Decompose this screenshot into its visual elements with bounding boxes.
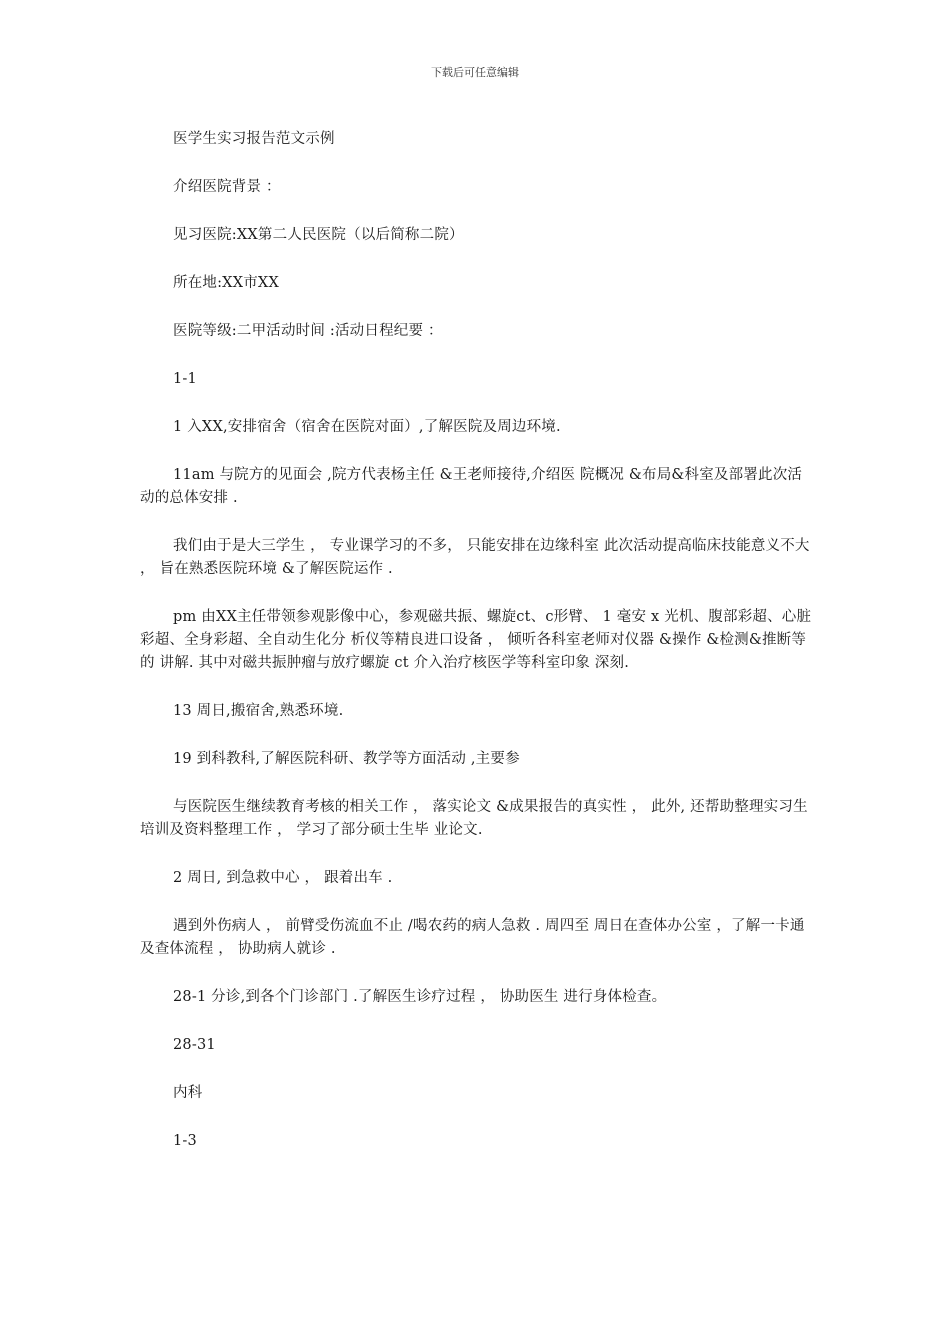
paragraph: 与医院医生继续教育考核的相关工作 ， 落实论文 &成果报告的真实性 ， 此外, 还帮助整理实习生培训及资料整理工作 ， 学习了部分硕士生毕 业论文.	[140, 799, 808, 838]
doc-title: 医学生实习报告范文示例	[173, 131, 335, 147]
paragraph: 1-3	[173, 1133, 197, 1149]
paragraph: 介绍医院背景 ：	[173, 179, 281, 195]
paragraph: 11am 与院方的见面会 ,院方代表杨主任 &王老师接待,介绍医 院概况 &布局&科室及部署此次活动的总体安排 .	[140, 467, 803, 506]
paragraph: 28-31	[173, 1037, 216, 1053]
paragraph: 所在地:XX市XX	[173, 275, 279, 291]
paragraph: 28-1 分诊,到各个门诊部门 .了解医生诊疗过程 ， 协助医生 进行身体检查。	[173, 989, 667, 1005]
paragraph: 1 入XX,安排宿舍（宿舍在医院对面）,了解医院及周边环境.	[173, 419, 561, 435]
paragraph: pm 由XX主任带领参观影像中心，参观磁共振、螺旋ct、c形臂、 1 毫安 x 光机、腹部彩超、心脏彩超、全身彩超、全自动生化分 析仪等精良进口设备 ， 倾听各科室老师对仪器 &操作 &检测&推断等的 讲解. 其中对磁共振肿瘤与放疗螺旋 ct 介入治疗核医学等科室印象 深刻.	[140, 609, 812, 671]
paragraph: 我们由于是大三学生 ， 专业课学习的不多， 只能安排在边缘科室 此次活动提高临床技能意义不大 ， 旨在熟悉医院环境 &了解医院运作 .	[140, 538, 810, 577]
paragraph: 遇到外伤病人 ， 前臂受伤流血不止 /喝农药的病人急救 . 周四至 周日在查体办公室 ，了解一卡通及查体流程 ， 协助病人就诊 .	[140, 918, 805, 957]
paragraph: 2 周日, 到急救中心 ， 跟着出车 .	[173, 870, 393, 886]
paragraph: 内科	[173, 1085, 203, 1101]
paragraph: 13 周日,搬宿舍,熟悉环境.	[173, 703, 344, 719]
paragraph: 19 到科教科,了解医院科研、教学等方面活动 ,主要参	[173, 751, 520, 767]
page-header: 下载后可任意编辑	[431, 66, 519, 79]
paragraph: 见习医院:XX第二人民医院（以后简称二院）	[173, 227, 464, 243]
document-body	[140, 128, 816, 1178]
paragraph: 1-1	[173, 371, 197, 387]
paragraph: 医院等级:二甲活动时间 :活动日程纪要 ：	[173, 323, 443, 339]
